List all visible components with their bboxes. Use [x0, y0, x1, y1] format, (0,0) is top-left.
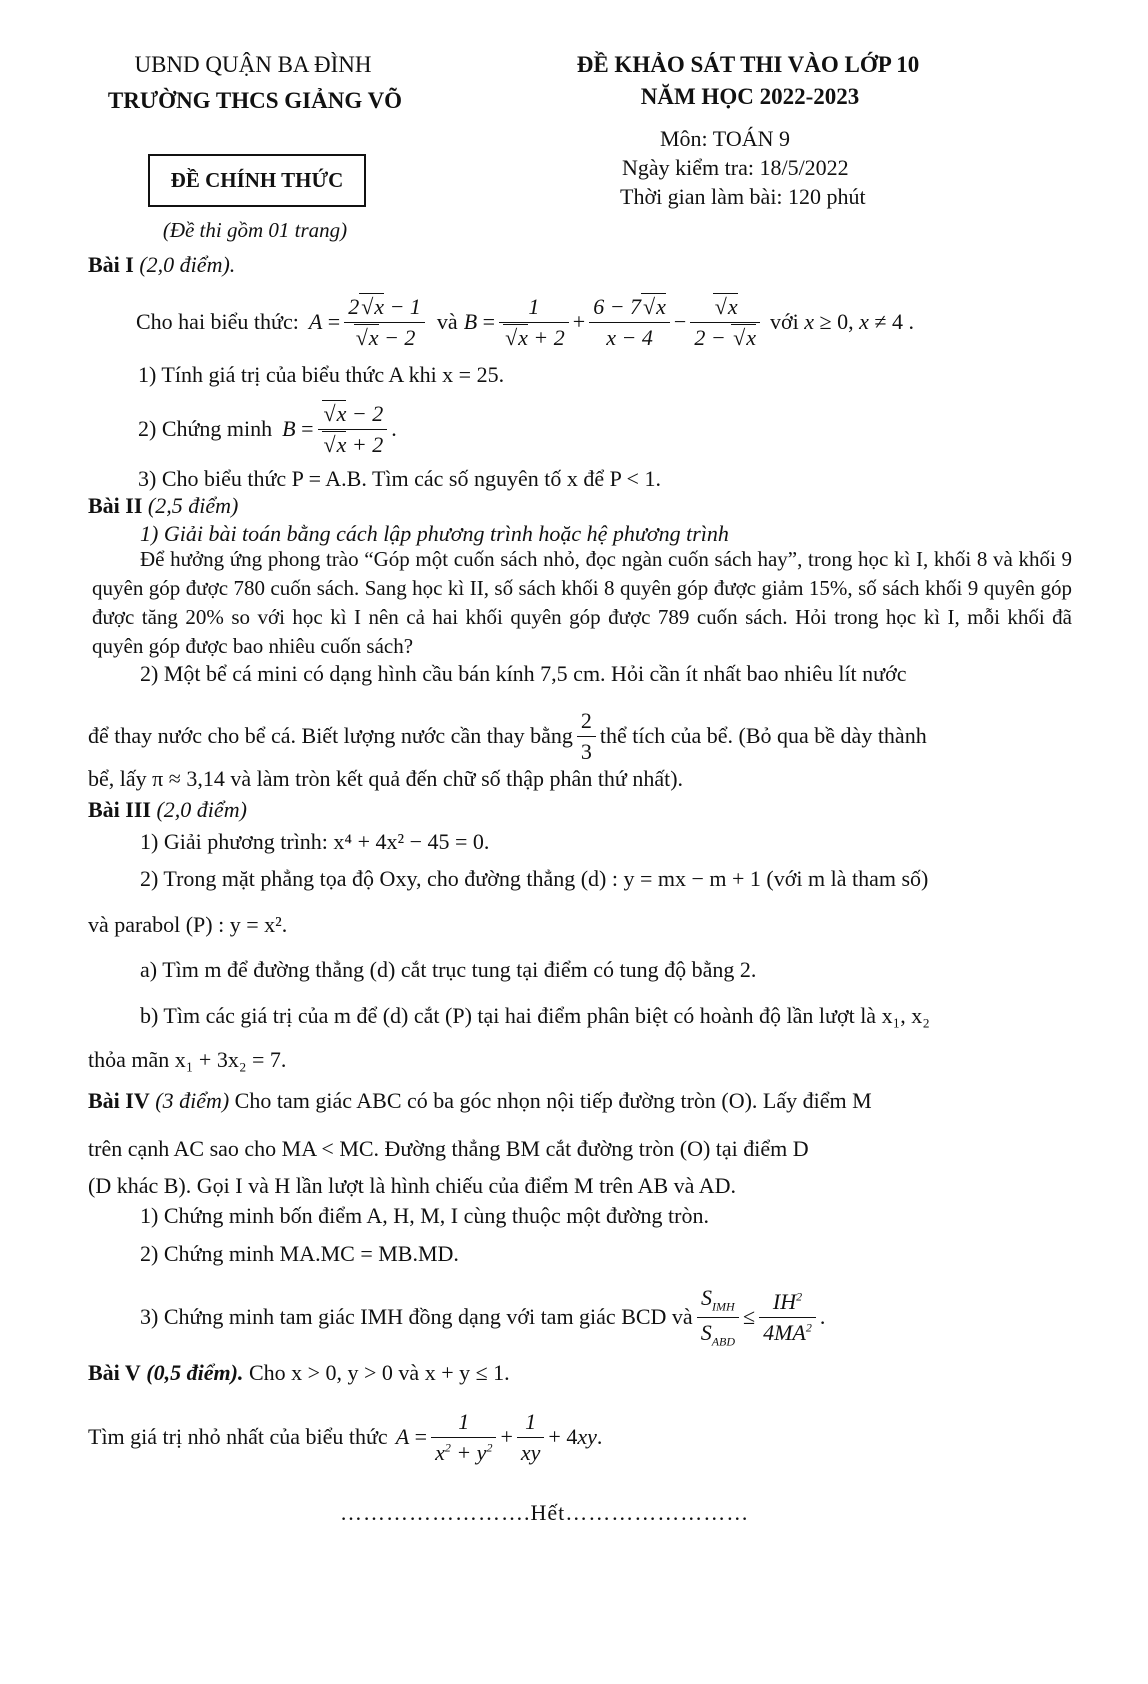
bai3-points: (2,0 điểm): [156, 797, 247, 822]
bai1-points: (2,0 điểm).: [139, 252, 236, 277]
bai1-q2: 2) Chứng minh B = √ x − 2 √ x + 2 .: [138, 396, 397, 462]
bai4-line1: [88, 1088, 872, 1114]
bai1-title: Bài I: [88, 252, 134, 277]
bai3-title: Bài III: [88, 797, 151, 822]
school-name: TRƯỜNG THCS GIẢNG VÕ: [107, 88, 403, 113]
bai3-q1: 1) Giải phương trình: x⁴ + 4x² − 45 = 0.: [140, 829, 490, 854]
subject-line: Môn: TOÁN 9: [660, 126, 790, 151]
bai3-qb-line1: b) Tìm các giá trị của m để (d) cắt (P) tại hai điểm phân biệt có hoành độ lần lượt là x₁, x₂: [140, 1003, 930, 1028]
bai5-points: (0,5 điểm).: [146, 1360, 244, 1385]
bai1-q1: 1) Tính giá trị của biểu thức A khi x = 25.: [138, 362, 505, 387]
fraction-A: 2√ x − 1 √ x − 2: [344, 294, 425, 351]
bai3-qb-line2: thỏa mãn x₁ + 3x₂ = 7.: [88, 1047, 287, 1072]
bai3-heading: [88, 797, 247, 823]
bai4-q3-prefix: 3) Chứng minh tam giác IMH đồng dạng với tam giác BCD và: [140, 1304, 693, 1329]
bai5-line2-prefix: Tìm giá trị nhỏ nhất của biểu thức: [88, 1424, 388, 1449]
fraction-B-proof: √ x − 2 √ x + 2: [318, 401, 388, 458]
bai2-q2-line1: 2) Một bể cá mini có dạng hình cầu bán kính 7,5 cm. Hỏi cần ít nhất bao nhiêu lít nước: [140, 661, 907, 686]
bai1-expressions: Cho hai biểu thức: A = 2√ x − 1 √ x − 2 và B = 1 √ x + 2 + $\frac{6 - 7√ x}{x - 4}$ − √ $\frac{x}{2 - √ x}$ với x ≥ 0, x ≠ 4 .: [136, 290, 914, 354]
fraction-B2: $\frac{6 - 7√ x}{x - 4}$: [589, 294, 670, 351]
bai3-q2-line1: 2) Trong mặt phẳng tọa độ Oxy, cho đường thẳng (d) : y = mx − m + 1 (với m là tham số): [140, 866, 929, 891]
bai1-heading: [88, 252, 235, 278]
exam-date: Ngày kiểm tra: 18/5/2022: [622, 155, 849, 180]
bai1-q2-prefix: 2) Chứng minh: [138, 416, 273, 441]
school-year: NĂM HỌC 2022-2023: [640, 84, 860, 109]
fraction-B1: 1 √ x + 2: [499, 294, 569, 351]
bai4-points: (3 điểm): [155, 1088, 230, 1113]
fraction-B3: √ $\frac{x}{2 - √ x}$: [690, 294, 760, 351]
bai4-q1: 1) Chứng minh bốn điểm A, H, M, I cùng thuộc một đường tròn.: [140, 1203, 709, 1228]
pages-note: (Đề thi gồm 01 trang): [162, 218, 348, 242]
bai1-q3: 3) Cho biểu thức P = A.B. Tìm các số nguyên tố x để P < 1.: [138, 466, 661, 491]
end-marker: …………………….Hết……………………: [340, 1500, 750, 1525]
fraction-ih-ma: $\frac{IH^2}{4MA^2}$: [759, 1289, 816, 1346]
bai5-line1-text: Cho x > 0, y > 0 và x + y ≤ 1.: [248, 1360, 510, 1385]
fraction-inv-sum-squares: $\frac{1}{x^2 + y^2}$: [431, 1409, 496, 1466]
bai2-q2-line3: bể, lấy π ≈ 3,14 và làm tròn kết quả đến chữ số thập phân thứ nhất).: [88, 766, 684, 791]
bai4-line2: trên cạnh AC sao cho MA < MC. Đường thẳng BM cắt đường tròn (O) tại điểm D: [88, 1136, 809, 1161]
bai2-title: Bài II: [88, 493, 143, 518]
fraction-inv-xy: $\frac{1}{xy}$: [517, 1409, 545, 1466]
school-authority: UBND QUẬN BA ĐÌNH: [134, 52, 372, 77]
exam-duration: Thời gian làm bài: 120 phút: [620, 184, 866, 209]
bai2-q1-text: Để hưởng ứng phong trào “Góp một cuốn sách nhỏ, đọc ngàn cuốn sách hay”, trong học kì I, khối 8 và khối 9 quyên góp được 780 cuốn sách. Sang học kì II, số sách khối 8 quyên góp được giảm 15%, số sách khối 9 quyên góp được tăng 20% so với học kì I nên cả hai khối quyên góp được 789 cuốn sách. Hỏi trong học kì I, mỗi khối đã quyên góp được bao nhiêu cuốn sách?: [92, 547, 1072, 658]
bai2-points: (2,5 điểm): [147, 493, 239, 518]
bai5-line2: Tìm giá trị nhỏ nhất của biểu thức A = $\frac{1}{x^2 + y^2}$ + $\frac{1}{xy}$ + 4xy.: [88, 1408, 603, 1465]
bai2-heading: [88, 493, 238, 519]
bai5-line1: [88, 1360, 510, 1386]
fraction-area-ratio: $\frac{S_{IMH}}{S_{ABD}}$: [697, 1285, 739, 1349]
fraction-two-thirds: $\frac{2}{3}$: [577, 708, 596, 765]
bai2-q2-line2b: thể tích của bể. (Bỏ qua bề dày thành: [599, 723, 927, 748]
bai4-line1-text: Cho tam giác ABC có ba góc nhọn nội tiếp đường tròn (O). Lấy điểm M: [234, 1088, 872, 1113]
bai4-q3: 3) Chứng minh tam giác IMH đồng dạng với tam giác BCD và $\frac{S_{IMH}}{S_{ABD}}$ ≤ $\frac{IH^2}{4MA^2}$ .: [140, 1285, 826, 1348]
official-stamp-box: ĐỀ CHÍNH THỨC: [148, 154, 366, 207]
bai2-q2-line2a: để thay nước cho bể cá. Biết lượng nước cần thay bằng: [88, 723, 573, 748]
bai5-title: Bài V: [88, 1360, 141, 1385]
bai2-q2-line2: [88, 704, 927, 768]
bai3-q2-line2: và parabol (P) : y = x².: [88, 912, 288, 937]
bai4-title: Bài IV: [88, 1088, 150, 1113]
bai2-q1-title: 1) Giải bài toán bằng cách lập phương trình hoặc hệ phương trình: [140, 521, 729, 546]
bai4-q2: 2) Chứng minh MA.MC = MB.MD.: [140, 1241, 459, 1266]
bai1-intro: Cho hai biểu thức:: [136, 309, 299, 334]
bai3-qa: a) Tìm m để đường thẳng (d) cắt trục tung tại điểm có tung độ bằng 2.: [140, 957, 757, 982]
exam-title: ĐỀ KHẢO SÁT THI VÀO LỚP 10: [576, 52, 920, 77]
bai4-line3: (D khác B). Gọi I và H lần lượt là hình chiếu của điểm M trên AB và AD.: [88, 1173, 736, 1198]
